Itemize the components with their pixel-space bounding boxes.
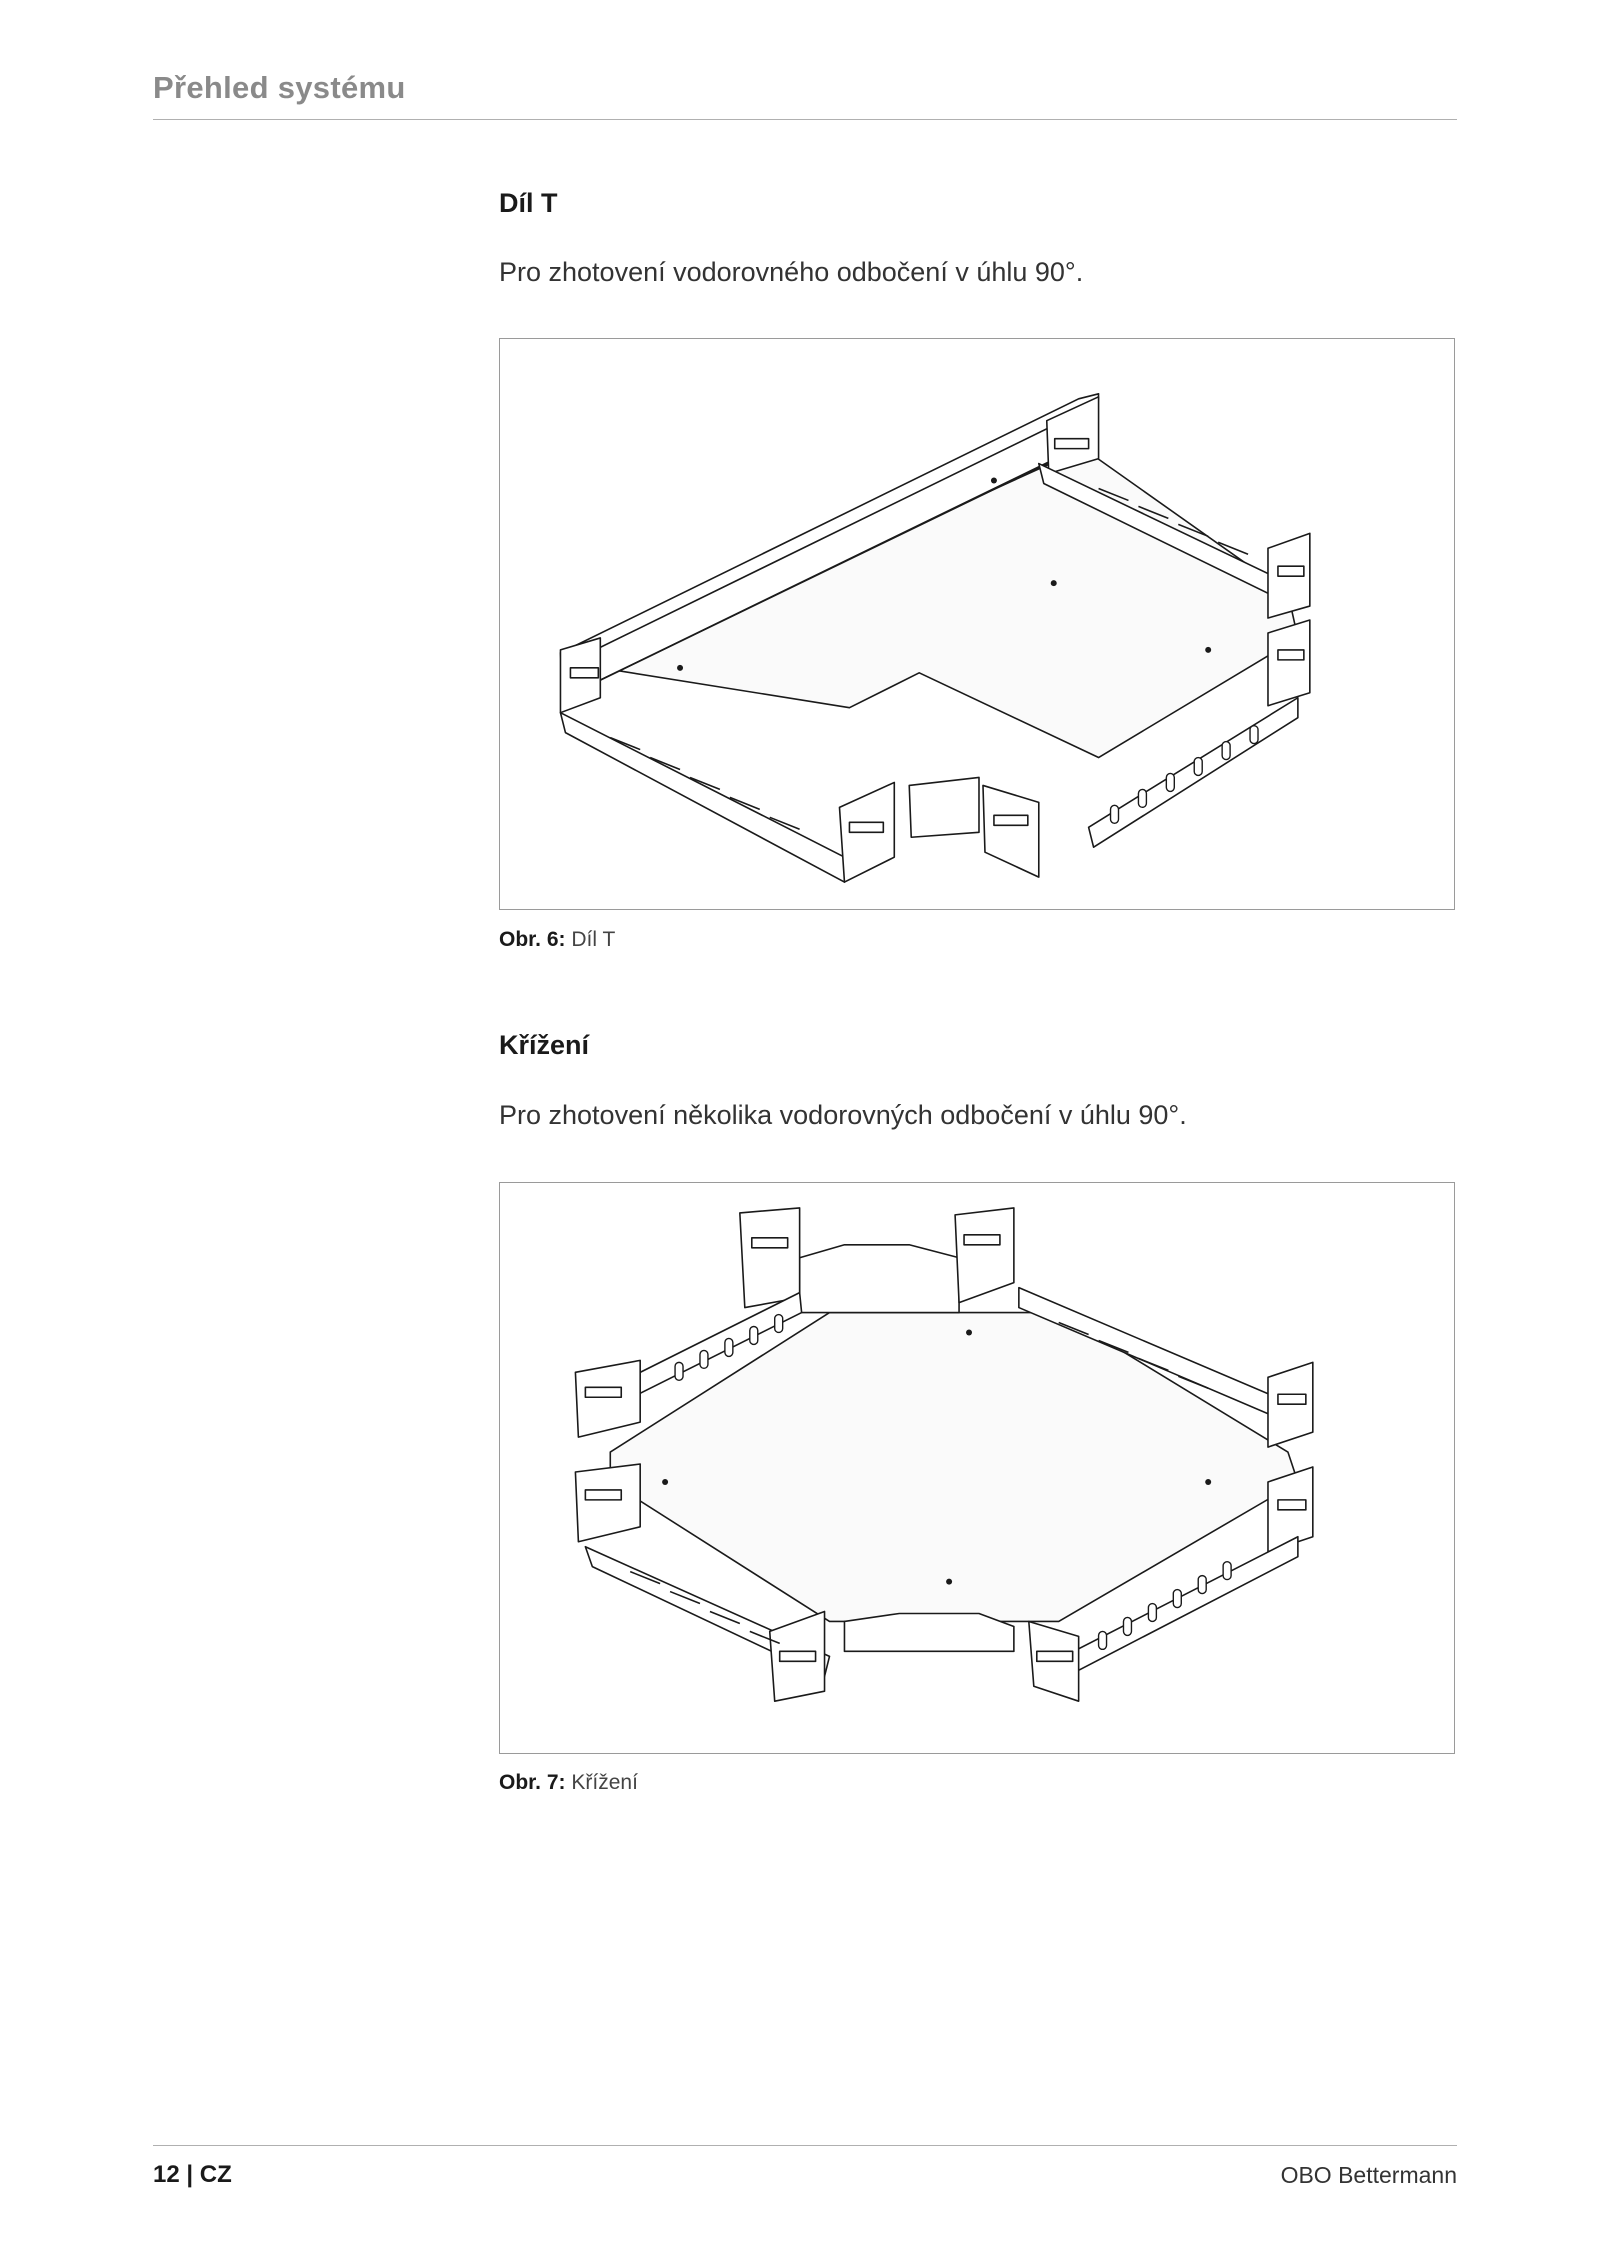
section-text-cross: Pro zhotovení několika vodorovných odbočení v úhlu 90°. <box>499 1100 1187 1130</box>
page-header-title: Přehled systému <box>153 70 406 105</box>
section-text-tee: Pro zhotovení vodorovného odbočení v úhlu 90°. <box>499 257 1084 287</box>
company-name: OBO Bettermann <box>1280 2162 1457 2188</box>
section-heading-tee: Díl T <box>499 188 558 218</box>
figure-caption-tee <box>499 928 615 952</box>
figure-caption-label: Obr. 6: <box>499 928 566 951</box>
figure-tee-piece <box>499 338 1455 910</box>
page-number: 12 | CZ <box>153 2161 232 2188</box>
footer-divider <box>153 2145 1457 2146</box>
section-heading-cross: Křížení <box>499 1030 590 1060</box>
figure-caption-text: Křížení <box>571 1771 638 1794</box>
figure-cross-piece <box>499 1182 1455 1754</box>
cross-piece-illustration <box>500 1183 1454 1753</box>
tee-piece-illustration <box>500 339 1454 909</box>
figure-caption-text: Díl T <box>571 928 616 951</box>
figure-caption-label: Obr. 7: <box>499 1771 566 1794</box>
header-divider <box>153 119 1457 120</box>
figure-caption-cross <box>499 1771 638 1795</box>
